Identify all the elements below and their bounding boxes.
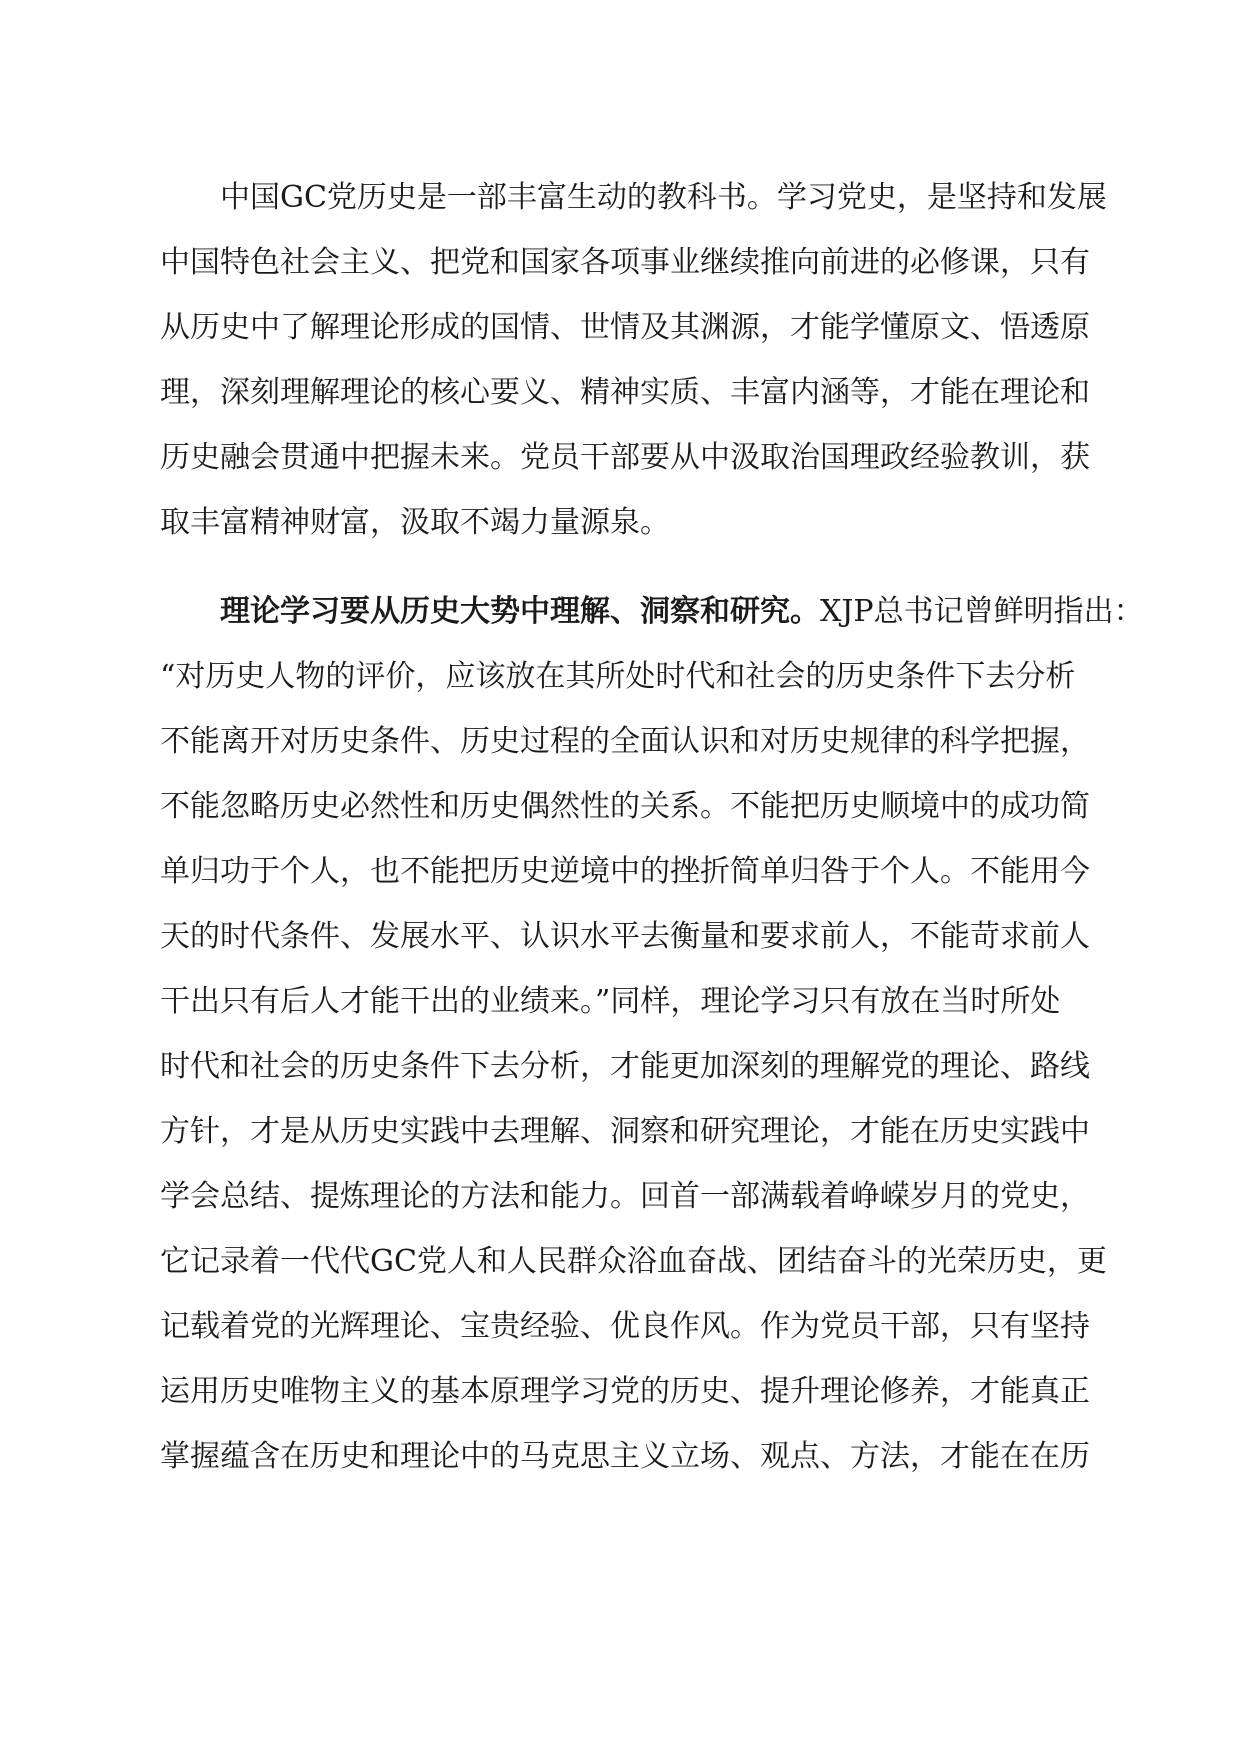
document-body: [160, 165, 1144, 1489]
paragraph-spacer: [160, 555, 1110, 579]
paragraph-2-line-12: 记载着党的光辉理论、宝贵经验、优良作风。作为党员干部，只有坚持: [160, 1309, 1090, 1344]
paragraph-2-line-7: 干出只有后人才能干出的业绩来。”同样，理论学习只有放在当时所处: [160, 984, 1061, 1019]
paragraph-2: [160, 579, 1144, 1489]
paragraph-2-line-13: 运用历史唯物主义的基本原理学习党的历史、提升理论修养，才能真正: [160, 1374, 1090, 1409]
paragraph-2-line-9: 方针，才是从历史实践中去理解、洞察和研究理论，才能在历史实践中: [160, 1114, 1090, 1149]
paragraph-1-line-6: 取丰富精神财富，汲取不竭力量源泉。: [160, 505, 670, 540]
paragraph-2-heading: 理论学习要从历史大势中理解、洞察和研究。: [220, 594, 820, 629]
paragraph-2-line-6: 天的时代条件、发展水平、认识水平去衡量和要求前人，不能苛求前人: [160, 919, 1090, 954]
paragraph-2-line-5: 单归功于个人，也不能把历史逆境中的挫折简单归咎于个人。不能用今: [160, 854, 1090, 889]
paragraph-2-line-14: 掌握蕴含在历史和理论中的马克思主义立场、观点、方法，才能在在历: [160, 1439, 1090, 1474]
paragraph-2-first-line-text: XJP总书记曾鲜明指出：: [820, 594, 1144, 629]
paragraph-2-line-3: 不能离开对历史条件、历史过程的全面认识和对历史规律的科学把握，: [160, 724, 1090, 759]
paragraph-1-line-1: 中国GC党历史是一部丰富生动的教科书。学习党史，是坚持和发展: [220, 180, 1107, 215]
paragraph-1-line-5: 历史融会贯通中把握未来。党员干部要从中汲取治国理政经验教训，获: [160, 440, 1090, 475]
paragraph-2-line-11: 它记录着一代代GC党人和人民群众浴血奋战、团结奋斗的光荣历史，更: [160, 1244, 1107, 1279]
paragraph-1-line-3: 从历史中了解理论形成的国情、世情及其渊源，才能学懂原文、悟透原: [160, 310, 1090, 345]
paragraph-2-line-2: “对历史人物的评价，应该放在其所处时代和社会的历史条件下去分析: [160, 659, 1076, 694]
paragraph-2-line-4: 不能忽略历史必然性和历史偶然性的关系。不能把历史顺境中的成功简: [160, 789, 1090, 824]
paragraph-2-line-8: 时代和社会的历史条件下去分析，才能更加深刻的理解党的理论、路线: [160, 1049, 1090, 1084]
paragraph-1: [160, 165, 1110, 555]
paragraph-1-line-4: 理，深刻理解理论的核心要义、精神实质、丰富内涵等，才能在理论和: [160, 375, 1090, 410]
paragraph-2-first-line: [160, 579, 1144, 644]
paragraph-2-line-10: 学会总结、提炼理论的方法和能力。回首一部满载着峥嵘岁月的党史，: [160, 1179, 1090, 1214]
paragraph-1-line-2: 中国特色社会主义、把党和国家各项事业继续推向前进的必修课，只有: [160, 245, 1090, 280]
